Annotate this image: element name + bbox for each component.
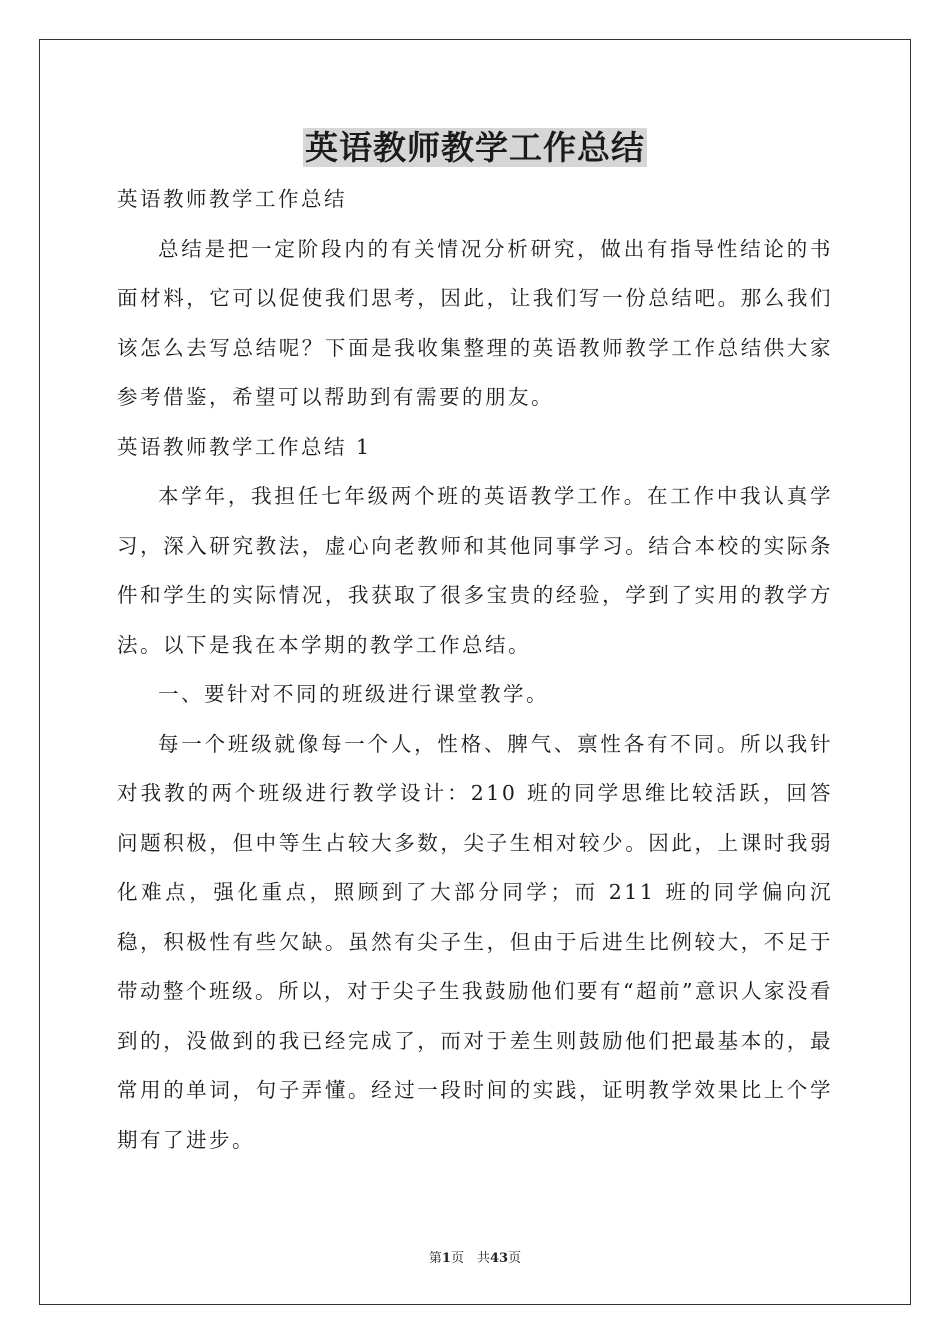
body-paragraph: 一、要针对不同的班级进行课堂教学。 <box>158 682 549 706</box>
page-number-current: 1 <box>441 1251 451 1266</box>
page-footer <box>0 1247 950 1266</box>
page-number-mid: 页 共 <box>450 1251 490 1266</box>
body-paragraph: 总结是把一定阶段内的有关情况分析研究，做出有指导性结论的书面材料，它可以促使我们思考，因此，让我们写一份总结吧。那么我们该怎么去写总结呢？下面是我收集整理的英语教师教学工作总结供大家参考借鉴，希望可以帮助到有需要的朋友。 <box>117 236 833 409</box>
document-title-text: 英语教师教学工作总结 <box>305 128 645 167</box>
page-number-prefix: 第 <box>428 1251 442 1266</box>
document-body <box>117 175 833 1165</box>
body-paragraph: 本学年，我担任七年级两个班的英语教学工作。在工作中我认真学习，深入研究教法，虚心向老教师和其他同事学习。结合本校的实际条件和学生的实际情况，我获取了很多宝贵的经验，学到了实用的教学方法。以下是我在本学期的教学工作总结。 <box>117 484 833 657</box>
section-heading: 英语教师教学工作总结 1 <box>117 434 372 459</box>
section-heading: 英语教师教学工作总结 <box>117 187 347 211</box>
body-paragraph: 每一个班级就像每一个人，性格、脾气、禀性各有不同。所以我针对我教的两个班级进行教学设计：210 班的同学思维比较活跃，回答问题积极，但中等生占较大多数，尖子生相对较少。因此，上课时我弱化难点，强化重点，照顾到了大部分同学；而 211 班的同学偏向沉稳，积极性有些欠缺。虽然有尖子生，但由于后进生比例较大，不足于带动整个班级。所以，对于尖子生我鼓励他们要有“超前”意识人家没看到的，没做到的我已经完成了，而对于差生则鼓励他们把最基本的，最常用的单词，句子弄懂。经过一段时间的实践，证明教学效果比上个学期有了进步。 <box>117 731 833 1152</box>
page-number-suffix: 页 <box>508 1251 522 1266</box>
document-title <box>0 124 950 172</box>
page-number-total: 43 <box>489 1251 509 1266</box>
